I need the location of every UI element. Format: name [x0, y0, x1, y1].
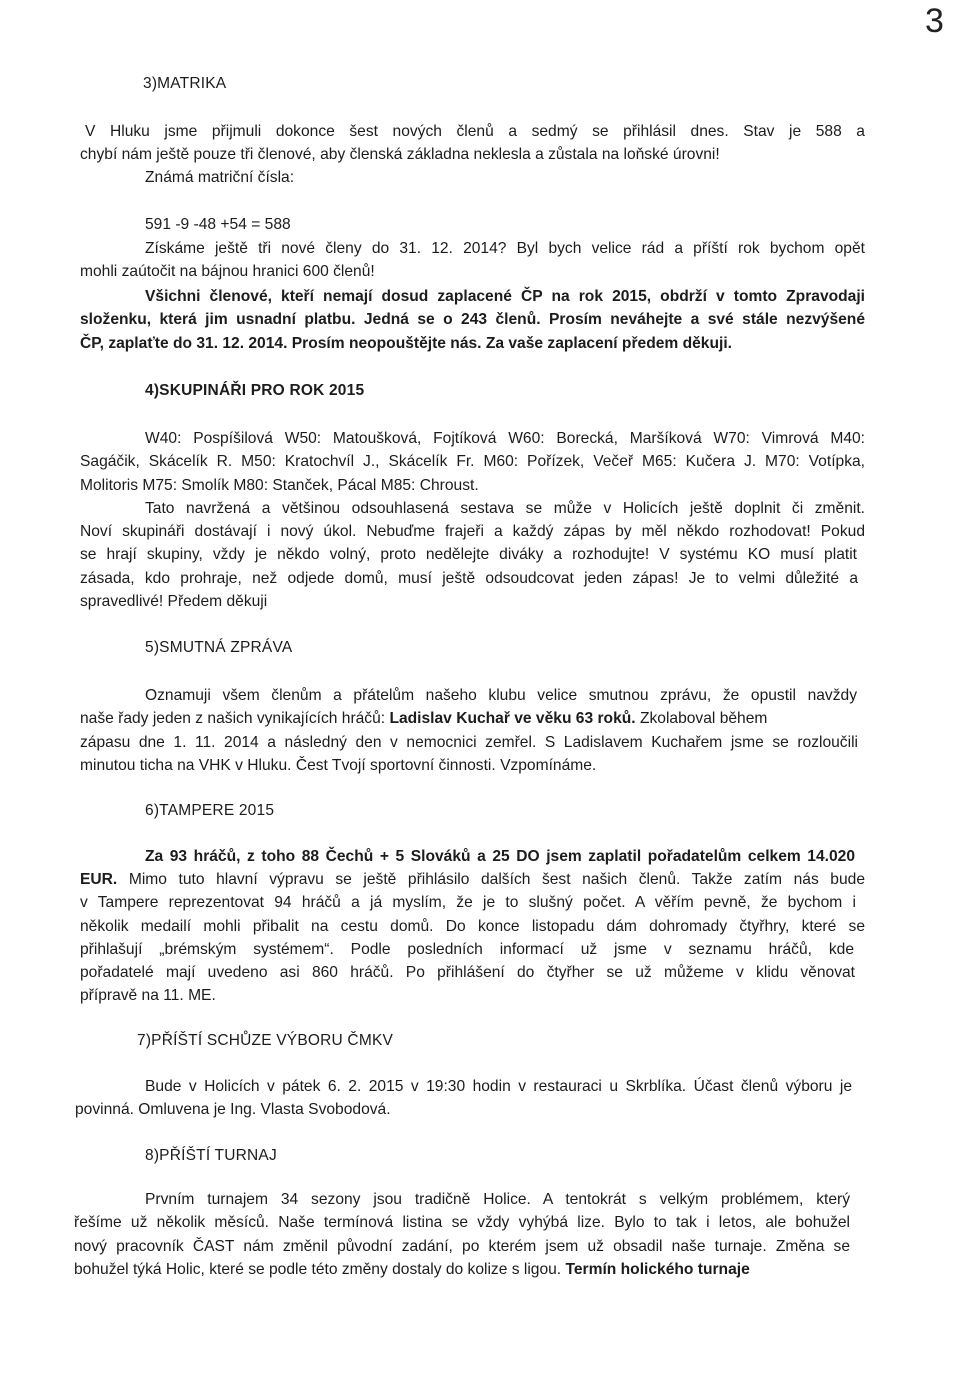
paragraph-line: Za 93 hráčů, z toho 88 Čechů + 5 Slováků a 25 DO jsem zaplatil pořadatelům celkem 14.020 — [145, 848, 855, 865]
section-heading-tampere: 6)TAMPERE 2015 — [145, 802, 275, 819]
paragraph-line — [80, 709, 865, 729]
text-span: bohužel týká Holic, které se podle této změny dostaly do kolize s ligou. — [74, 1261, 562, 1278]
text-span: Termín holického turnaje — [565, 1261, 750, 1278]
paragraph-line: povinná. Omluvena je Ing. Vlasta Svobodová. — [75, 1101, 391, 1118]
section-heading-smutna-zprava: 5)SMUTNÁ ZPRÁVA — [145, 639, 293, 656]
paragraph-line: ČP, zaplaťte do 31. 12. 2014. Prosím neopouštějte nás. Za vaše zaplacení předem děkuji. — [80, 335, 732, 352]
paragraph-line: nový pracovník ČAST nám změnil původní zadání, po kterém jsem už obsadil naše turnaje. Změna se — [74, 1238, 850, 1255]
paragraph-line: Sagáčik, Skácelík R. M50: Kratochvíl J., Skácelík Fr. M60: Pořízek, Večeř M65: Kučera J. M70: Votípka, — [80, 453, 865, 470]
text-span: naše řady jeden z našich vynikajících hráčů: — [80, 710, 386, 727]
paragraph-line: Prvním turnajem 34 sezony jsou tradičně Holice. A tentokrát s velkým problémem, který — [145, 1191, 850, 1208]
paragraph-line: pořadatelé mají uvedeno asi 860 hráčů. Po přihlášení do čtyřher se už můžeme v klidu věnovat — [80, 964, 855, 981]
paragraph-line: Noví skupináři dostávají i nový úkol. Nebuďme frajeři a každý zápas by měl někdo rozhodovat! Pokud — [80, 523, 865, 540]
paragraph-line: několik medailí mohli přibalit na cestu domů. Do konce listopadu dám dohromady čtyřhry, které se — [80, 918, 865, 935]
section-heading-matrika: 3)MATRIKA — [143, 75, 227, 92]
text-span: EUR. — [80, 871, 118, 888]
page-number: 3 — [925, 2, 944, 40]
paragraph-line: se hrají skupiny, vždy je někdo volný, proto nedělejte diváky a rozhodujte! V systému KO musí platit — [80, 546, 857, 563]
section-heading-turnaj: 8)PŘÍŠTÍ TURNAJ — [145, 1147, 277, 1164]
deceased-name-highlight: Ladislav Kuchař ve věku 63 roků. — [389, 710, 636, 727]
paragraph-line: Bude v Holicích v pátek 6. 2. 2015 v 19:30 hodin v restauraci u Skrblíka. Účast členů výboru je — [145, 1078, 852, 1095]
paragraph-line: Všichni členové, kteří nemají dosud zaplacené ČP na rok 2015, obdrží v tomto Zpravodaji — [145, 288, 865, 305]
paragraph-line: chybí nám ještě pouze tři členové, aby členská základna neklesla a zůstala na loňské úrovni! — [80, 146, 720, 163]
paragraph-line: zásada, kdo prohraje, než odjede domů, musí ještě odsoudcovat jeden zápas! Je to velmi důležité a — [80, 570, 858, 587]
paragraph-line: Získáme ještě tři nové členy do 31. 12. 2014? Byl bych velice rád a příští rok bychom opět — [145, 240, 865, 257]
paragraph-line: W40: Pospíšilová W50: Matoušková, Fojtíková W60: Borecká, Maršíková W70: Vimrová M40: — [145, 430, 865, 447]
paragraph-line: přípravě na 11. ME. — [80, 987, 216, 1004]
section-heading-skupinari: 4)SKUPINÁŘI PRO ROK 2015 — [145, 382, 365, 399]
paragraph-line: Známá matriční čísla: — [145, 169, 295, 186]
matrix-numbers: 591 -9 -48 +54 = 588 — [145, 216, 291, 233]
paragraph-line: spravedlivé! Předem děkuji — [80, 593, 268, 610]
paragraph-line: zápasu dne 1. 11. 2014 a následný den v nemocnici zemřel. S Ladislavem Kuchařem jsme se rozloučili — [80, 734, 858, 751]
paragraph-line: Molitoris M75: Smolík M80: Stanček, Pácal M85: Chroust. — [80, 477, 479, 494]
text-span: Zkolaboval během — [639, 710, 768, 727]
paragraph-line: Oznamuji všem členům a přátelům našeho klubu velice smutnou zprávu, že opustil navždy — [145, 687, 857, 704]
section-heading-schuze: 7)PŘÍŠTÍ SCHŮZE VÝBORU ČMKV — [137, 1032, 394, 1049]
text-span: Mimo tuto hlavní výpravu se ještě přihlásilo dalších šest našich členů. Takže zatím nás bude — [128, 871, 865, 888]
paragraph-line: složenku, která jim usnadní platbu. Jedná se o 243 členů. Prosím neváhejte a své stále nezvýšené — [80, 311, 865, 328]
paragraph-line: mohli zaútočit na bájnou hranici 600 členů! — [80, 263, 375, 280]
paragraph-line: V Hluku jsme přijmuli dokonce šest nových členů a sedmý se přihlásil dnes. Stav je 588 a — [85, 123, 865, 140]
paragraph-line: minutou ticha na VHK v Hluku. Čest Tvojí sportovní činnosti. Vzpomínáme. — [80, 757, 597, 774]
paragraph-line: v Tampere reprezentovat 94 hráčů a já myslím, že je to slušný počet. A věřím pevně, že bychom i — [80, 894, 856, 911]
paragraph-line — [74, 1260, 859, 1280]
paragraph-line — [80, 870, 865, 890]
paragraph-line: řešíme už několik měsíců. Naše termínová listina se vždy vyhýbá lize. Bylo to tak i letos, ale bohužel — [74, 1214, 850, 1231]
paragraph-line: Tato navržená a většinou odsouhlasená sestava se může v Holicích ještě doplnit či změnit. — [145, 500, 865, 517]
paragraph-line: přihlašují „brémským systémem“. Podle posledních informací už jsme v seznamu hráčů, kde — [80, 941, 854, 958]
